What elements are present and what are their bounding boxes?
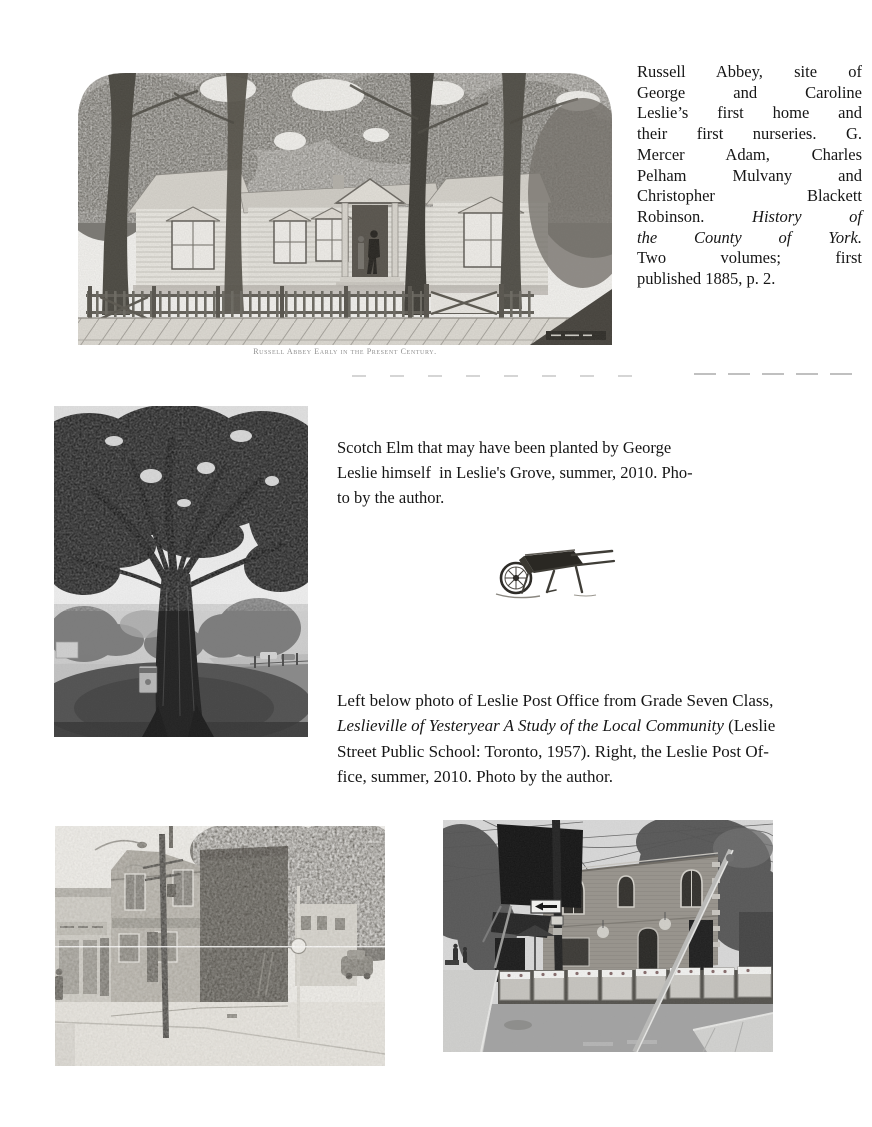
old-post-office-photo <box>55 826 385 1066</box>
abbey-engraving <box>78 63 612 345</box>
scan-artifact <box>694 373 864 375</box>
new-post-office-photo-figure <box>443 820 773 1052</box>
abbey-engraving-figure <box>78 63 612 345</box>
elm-photo-figure <box>54 406 308 737</box>
elm-photo <box>54 406 308 737</box>
new-post-office-photo <box>443 820 773 1052</box>
post-office-caption: Left below photo of Leslie Post Office from Grade Seven Class, Leslieville of Yesteryear A Study of the Local Community (Leslie Street Public School: Toronto, 1957). Right, the Leslie Post Of- fice, summer, 2010. Photo by the author. <box>337 691 776 787</box>
old-post-office-photo-figure <box>55 826 385 1066</box>
scan-artifact <box>352 375 652 377</box>
engraving-plate-caption: Russell Abbey Early in the Present Century. <box>253 347 437 356</box>
wheelbarrow-engraving <box>492 542 618 600</box>
wheelbarrow-figure <box>492 542 618 600</box>
abbey-caption: Russell Abbey, site of George and Caroline Leslie’s first home and their first nurseries. G. Mercer Adam, Charles Pelham Mulvany and Christopher Blackett Robinson. History of the County of York. Two volumes; first published 1885, p. 2. <box>637 62 862 289</box>
elm-caption: Scotch Elm that may have been planted by George Leslie himself in Leslie's Grove, summer, 2010. Pho- to by the author. <box>337 438 693 507</box>
